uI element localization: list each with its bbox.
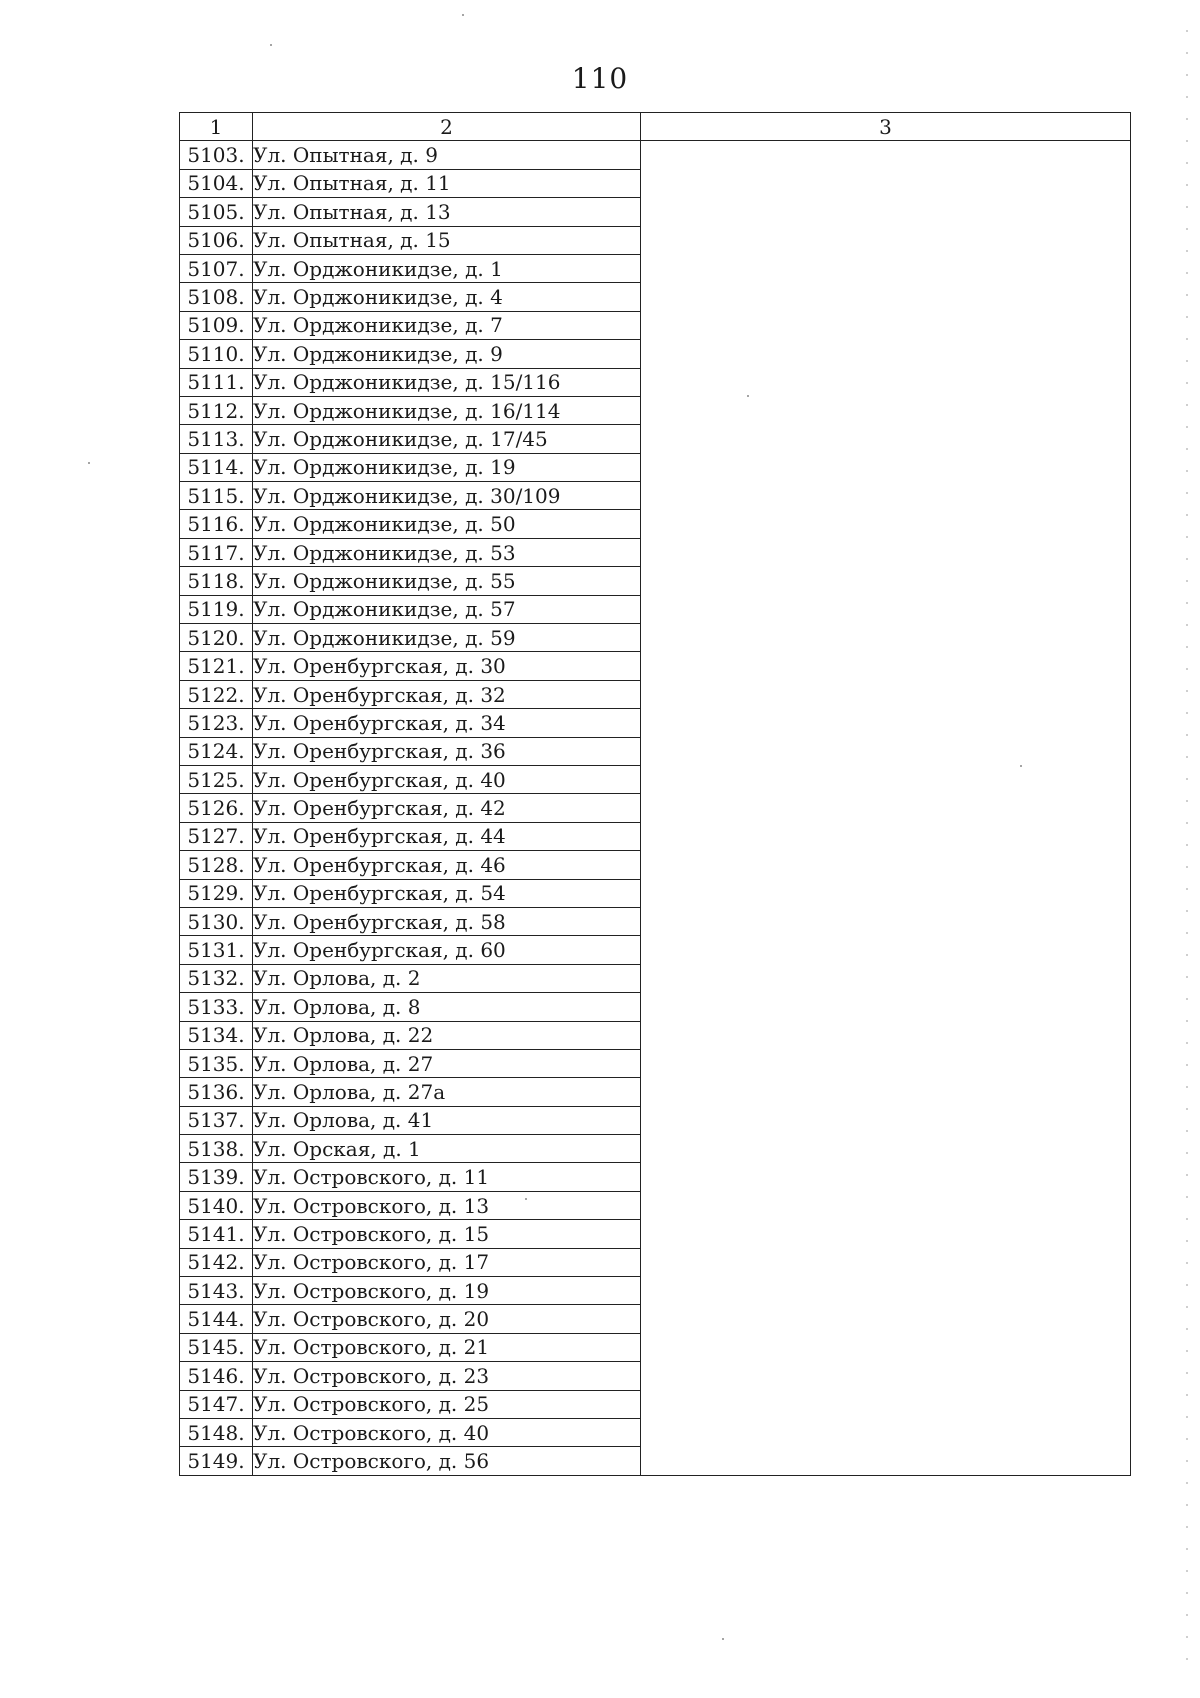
row-number: 5135.: [180, 1049, 253, 1077]
row-address: Ул. Оренбургская, д. 54: [253, 879, 641, 907]
row-number: 5126.: [180, 794, 253, 822]
scan-speck: [270, 44, 272, 46]
row-number: 5113.: [180, 425, 253, 453]
row-address: Ул. Орджоникидзе, д. 57: [253, 595, 641, 623]
column-header-1: 1: [180, 113, 253, 141]
row-number: 5104.: [180, 169, 253, 197]
row-number: 5147.: [180, 1390, 253, 1418]
row-number: 5129.: [180, 879, 253, 907]
scan-speck: [747, 395, 749, 397]
row-number: 5125.: [180, 765, 253, 793]
row-number: 5117.: [180, 538, 253, 566]
row-address: Ул. Орлова, д. 27а: [253, 1078, 641, 1106]
row-address: Ул. Оренбургская, д. 44: [253, 822, 641, 850]
scan-speck: [88, 462, 90, 464]
row-number: 5111.: [180, 368, 253, 396]
row-address: Ул. Орджоникидзе, д. 55: [253, 567, 641, 595]
row-address: Ул. Орская, д. 1: [253, 1135, 641, 1163]
row-number: 5145.: [180, 1333, 253, 1361]
header-row: [180, 113, 1131, 141]
row-number: 5146.: [180, 1362, 253, 1390]
row-address: Ул. Орджоникидзе, д. 16/114: [253, 396, 641, 424]
address-table: [179, 112, 1131, 1476]
row-address: Ул. Островского, д. 23: [253, 1362, 641, 1390]
scan-speck: [1020, 765, 1022, 767]
row-number: 5128.: [180, 851, 253, 879]
row-number: 5138.: [180, 1135, 253, 1163]
row-address: Ул. Оренбургская, д. 40: [253, 765, 641, 793]
row-number: 5123.: [180, 709, 253, 737]
row-number: 5136.: [180, 1078, 253, 1106]
row-address: Ул. Орджоникидзе, д. 4: [253, 283, 641, 311]
row-address: Ул. Орлова, д. 8: [253, 993, 641, 1021]
row-address: Ул. Островского, д. 20: [253, 1305, 641, 1333]
row-number: 5114.: [180, 453, 253, 481]
row-address: Ул. Орджоникидзе, д. 17/45: [253, 425, 641, 453]
row-number: 5106.: [180, 226, 253, 254]
row-address: Ул. Островского, д. 13: [253, 1191, 641, 1219]
row-address: Ул. Островского, д. 25: [253, 1390, 641, 1418]
row-number: 5118.: [180, 567, 253, 595]
row-address: Ул. Орлова, д. 22: [253, 1021, 641, 1049]
row-address: Ул. Орджоникидзе, д. 59: [253, 624, 641, 652]
row-number: 5121.: [180, 652, 253, 680]
row-number: 5119.: [180, 595, 253, 623]
page-number: 110: [571, 62, 629, 95]
table-body: [180, 141, 1131, 1475]
row-address: Ул. Островского, д. 19: [253, 1277, 641, 1305]
row-number: 5105.: [180, 198, 253, 226]
row-address: Ул. Островского, д. 15: [253, 1220, 641, 1248]
row-number: 5148.: [180, 1418, 253, 1446]
row-number: 5130.: [180, 907, 253, 935]
row-number: 5149.: [180, 1447, 253, 1475]
row-address: Ул. Орлова, д. 41: [253, 1106, 641, 1134]
row-address: Ул. Орджоникидзе, д. 50: [253, 510, 641, 538]
row-address: Ул. Островского, д. 11: [253, 1163, 641, 1191]
row-number: 5141.: [180, 1220, 253, 1248]
row-address: Ул. Оренбургская, д. 58: [253, 907, 641, 935]
row-address: Ул. Оренбургская, д. 36: [253, 737, 641, 765]
row-number: 5144.: [180, 1305, 253, 1333]
scan-edge-marks: [1186, 30, 1188, 1670]
row-number: 5112.: [180, 396, 253, 424]
row-address: Ул. Островского, д. 21: [253, 1333, 641, 1361]
row-number: 5131.: [180, 936, 253, 964]
row-number: 5120.: [180, 624, 253, 652]
row-address: Ул. Опытная, д. 13: [253, 198, 641, 226]
row-number: 5143.: [180, 1277, 253, 1305]
row-number: 5140.: [180, 1191, 253, 1219]
row-address: Ул. Оренбургская, д. 34: [253, 709, 641, 737]
row-address: Ул. Опытная, д. 9: [253, 141, 641, 169]
row-address: Ул. Оренбургская, д. 30: [253, 652, 641, 680]
row-number: 5132.: [180, 964, 253, 992]
column-header-3: 3: [641, 113, 1131, 141]
row-address: Ул. Островского, д. 56: [253, 1447, 641, 1475]
row-address: Ул. Опытная, д. 15: [253, 226, 641, 254]
row-address: Ул. Островского, д. 17: [253, 1248, 641, 1276]
row-number: 5139.: [180, 1163, 253, 1191]
row-number: 5115.: [180, 482, 253, 510]
row-number: 5134.: [180, 1021, 253, 1049]
scan-speck: [525, 1198, 527, 1200]
row-number: 5116.: [180, 510, 253, 538]
row-number: 5124.: [180, 737, 253, 765]
row-number: 5109.: [180, 311, 253, 339]
row-address: Ул. Оренбургская, д. 42: [253, 794, 641, 822]
row-address: Ул. Орджоникидзе, д. 53: [253, 538, 641, 566]
row-number: 5142.: [180, 1248, 253, 1276]
row-address: Ул. Опытная, д. 11: [253, 169, 641, 197]
column-3-empty-cell: [641, 141, 1131, 1475]
row-number: 5127.: [180, 822, 253, 850]
row-address: Ул. Орджоникидзе, д. 9: [253, 340, 641, 368]
row-number: 5103.: [180, 141, 253, 169]
row-address: Ул. Оренбургская, д. 60: [253, 936, 641, 964]
row-number: 5133.: [180, 993, 253, 1021]
row-address: Ул. Оренбургская, д. 46: [253, 851, 641, 879]
row-address: Ул. Орлова, д. 27: [253, 1049, 641, 1077]
row-address: Ул. Орджоникидзе, д. 30/109: [253, 482, 641, 510]
row-number: 5110.: [180, 340, 253, 368]
row-number: 5107.: [180, 254, 253, 282]
row-address: Ул. Орджоникидзе, д. 1: [253, 254, 641, 282]
row-address: Ул. Орлова, д. 2: [253, 964, 641, 992]
row-address: Ул. Островского, д. 40: [253, 1418, 641, 1446]
scan-speck: [722, 1638, 724, 1640]
row-number: 5137.: [180, 1106, 253, 1134]
row-number: 5122.: [180, 680, 253, 708]
scan-speck: [462, 14, 464, 16]
table-row: [180, 141, 1131, 169]
row-number: 5108.: [180, 283, 253, 311]
row-address: Ул. Орджоникидзе, д. 15/116: [253, 368, 641, 396]
row-address: Ул. Оренбургская, д. 32: [253, 680, 641, 708]
row-address: Ул. Орджоникидзе, д. 19: [253, 453, 641, 481]
row-address: Ул. Орджоникидзе, д. 7: [253, 311, 641, 339]
column-header-2: 2: [253, 113, 641, 141]
